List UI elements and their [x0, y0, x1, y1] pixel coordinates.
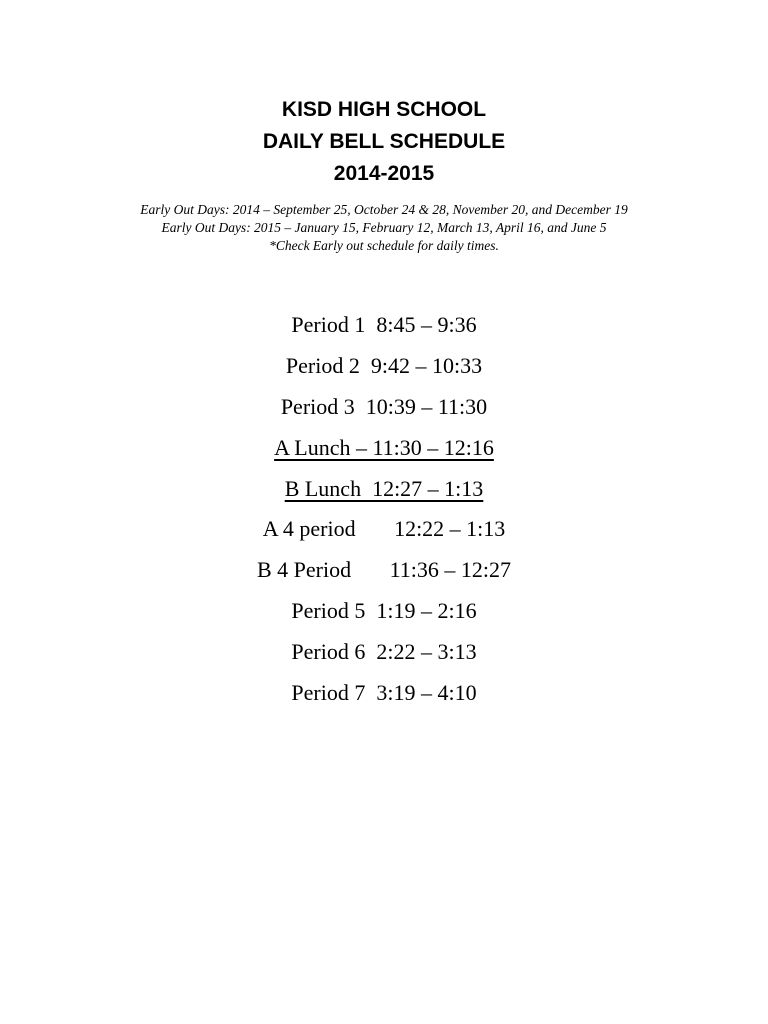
schedule-row [0, 389, 768, 430]
schedule-row [0, 634, 768, 675]
schedule-row-text: Period 1 8:45 – 9:36 [291, 312, 477, 337]
schedule-row-text: Period 7 3:19 – 4:10 [291, 680, 477, 706]
document-header [0, 94, 768, 190]
early-out-2014-note: Early Out Days: 2014 – September 25, October 24 & 28, November 20, and December 19 [140, 202, 628, 217]
schedule-row [0, 348, 768, 389]
schedule-row [0, 307, 768, 348]
schedule-row-text: B 4 Period 11:36 – 12:27 [256, 557, 512, 583]
schedule-row-text: Period 6 2:22 – 3:13 [291, 639, 477, 665]
schedule-row-text: Period 5 1:19 – 2:16 [291, 598, 477, 624]
school-name: KISD HIGH SCHOOL [281, 98, 487, 121]
schedule-row [0, 593, 768, 634]
schedule-row-text: B Lunch 12:27 – 1:13 [284, 475, 484, 501]
early-out-notes [0, 201, 768, 255]
schedule-row [0, 471, 768, 512]
schedule-row-text: A Lunch – 11:30 – 12:16 [274, 434, 494, 460]
early-out-2015-note: Early Out Days: 2015 – January 15, February 12, March 13, April 16, and June 5 [161, 220, 607, 235]
bell-schedule-list [0, 307, 768, 716]
school-year: 2014-2015 [333, 162, 435, 185]
schedule-row [0, 675, 768, 716]
schedule-title: DAILY BELL SCHEDULE [262, 130, 506, 153]
schedule-row-text: Period 2 9:42 – 10:33 [285, 352, 483, 378]
schedule-row-text: Period 3 10:39 – 11:30 [280, 393, 488, 419]
schedule-row [0, 511, 768, 552]
check-schedule-note: *Check Early out schedule for daily times. [269, 238, 499, 253]
schedule-row-text: A 4 period 12:22 – 1:13 [262, 516, 506, 542]
schedule-row [0, 552, 768, 593]
schedule-row [0, 430, 768, 471]
